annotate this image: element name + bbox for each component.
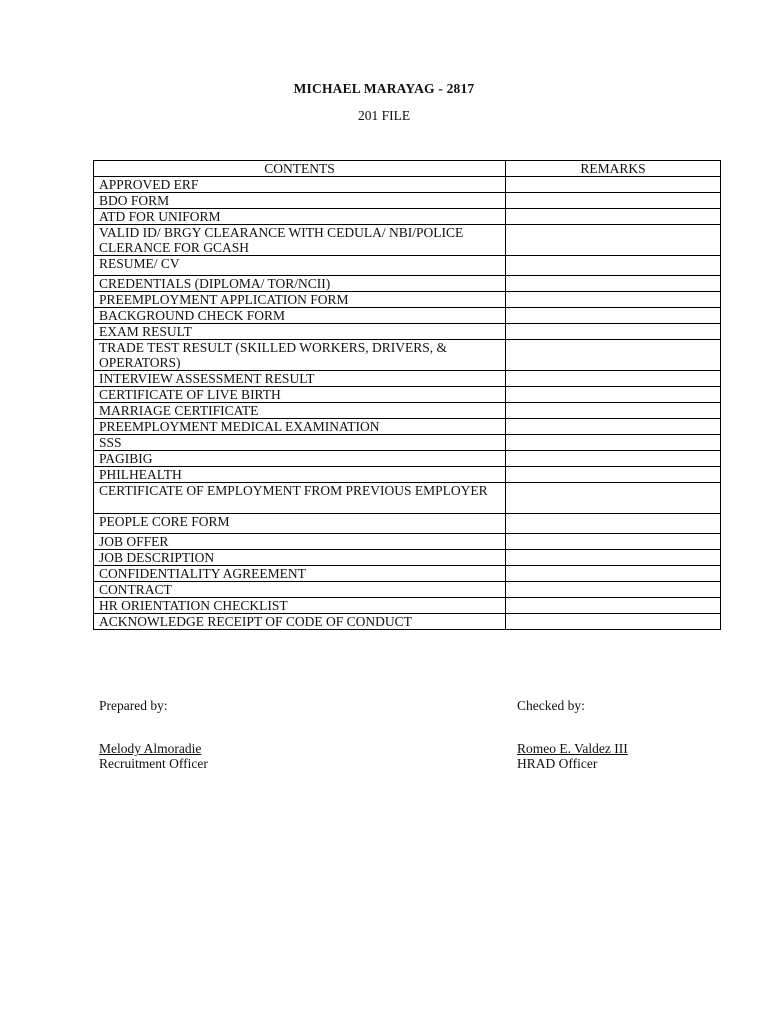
content-cell: RESUME/ CV — [94, 256, 506, 276]
content-cell: ATD FOR UNIFORM — [94, 209, 506, 225]
remarks-cell[interactable] — [506, 550, 721, 566]
table-row — [94, 371, 721, 387]
content-cell: EXAM RESULT — [94, 324, 506, 340]
content-cell: HR ORIENTATION CHECKLIST — [94, 598, 506, 614]
remarks-cell[interactable] — [506, 419, 721, 435]
content-cell: INTERVIEW ASSESSMENT RESULT — [94, 371, 506, 387]
table-row — [94, 403, 721, 419]
remarks-cell[interactable] — [506, 340, 721, 371]
table-row — [94, 292, 721, 308]
content-cell: CERTIFICATE OF LIVE BIRTH — [94, 387, 506, 403]
document-title: MICHAEL MARAYAG - 2817 — [293, 81, 475, 96]
table-row — [94, 483, 721, 514]
table-row — [94, 387, 721, 403]
contents-table — [93, 160, 721, 630]
content-cell: PREEMPLOYMENT MEDICAL EXAMINATION — [94, 419, 506, 435]
remarks-cell[interactable] — [506, 514, 721, 534]
content-cell: CREDENTIALS (DIPLOMA/ TOR/NCII) — [94, 276, 506, 292]
content-cell: JOB OFFER — [94, 534, 506, 550]
column-header-contents: CONTENTS — [94, 161, 506, 177]
content-cell: BDO FORM — [94, 193, 506, 209]
table-row — [94, 276, 721, 292]
preparer-role: Recruitment Officer — [99, 756, 208, 771]
remarks-cell[interactable] — [506, 403, 721, 419]
table-row — [94, 419, 721, 435]
remarks-cell[interactable] — [506, 483, 721, 514]
table-row — [94, 514, 721, 534]
remarks-cell[interactable] — [506, 225, 721, 256]
column-header-remarks: REMARKS — [506, 161, 721, 177]
table-row — [94, 225, 721, 256]
table-row — [94, 614, 721, 630]
remarks-cell[interactable] — [506, 598, 721, 614]
content-cell: PEOPLE CORE FORM — [94, 514, 506, 534]
checked-by-block — [517, 698, 628, 771]
prepared-by-block — [99, 698, 208, 771]
remarks-cell[interactable] — [506, 582, 721, 598]
content-cell: VALID ID/ BRGY CLEARANCE WITH CEDULA/ NBI/POLICE CLERANCE FOR GCASH — [94, 225, 506, 256]
content-cell: MARRIAGE CERTIFICATE — [94, 403, 506, 419]
table-row — [94, 209, 721, 225]
table-row — [94, 308, 721, 324]
table-row — [94, 534, 721, 550]
table-row — [94, 256, 721, 276]
table-row — [94, 582, 721, 598]
checker-name: Romeo E. Valdez III — [517, 741, 628, 756]
checker-role: HRAD Officer — [517, 756, 598, 771]
content-cell: TRADE TEST RESULT (SKILLED WORKERS, DRIVERS, & OPERATORS) — [94, 340, 506, 371]
content-cell: PHILHEALTH — [94, 467, 506, 483]
table-header-row — [94, 161, 721, 177]
content-cell: PREEMPLOYMENT APPLICATION FORM — [94, 292, 506, 308]
remarks-cell[interactable] — [506, 451, 721, 467]
prepared-by-label: Prepared by: — [99, 698, 168, 713]
remarks-cell[interactable] — [506, 566, 721, 582]
content-cell: BACKGROUND CHECK FORM — [94, 308, 506, 324]
content-cell: JOB DESCRIPTION — [94, 550, 506, 566]
document-subtitle: 201 FILE — [357, 108, 411, 123]
remarks-cell[interactable] — [506, 193, 721, 209]
remarks-cell[interactable] — [506, 209, 721, 225]
remarks-cell[interactable] — [506, 292, 721, 308]
remarks-cell[interactable] — [506, 276, 721, 292]
table-row — [94, 550, 721, 566]
content-cell: PAGIBIG — [94, 451, 506, 467]
table-row — [94, 451, 721, 467]
table-row — [94, 193, 721, 209]
remarks-cell[interactable] — [506, 308, 721, 324]
content-cell: SSS — [94, 435, 506, 451]
remarks-cell[interactable] — [506, 177, 721, 193]
remarks-cell[interactable] — [506, 371, 721, 387]
remarks-cell[interactable] — [506, 324, 721, 340]
content-cell: CONTRACT — [94, 582, 506, 598]
remarks-cell[interactable] — [506, 387, 721, 403]
table-row — [94, 598, 721, 614]
table-row — [94, 177, 721, 193]
content-cell: CERTIFICATE OF EMPLOYMENT FROM PREVIOUS EMPLOYER — [94, 483, 506, 514]
table-row — [94, 340, 721, 371]
content-cell: CONFIDENTIALITY AGREEMENT — [94, 566, 506, 582]
table-row — [94, 467, 721, 483]
remarks-cell[interactable] — [506, 256, 721, 276]
content-cell: APPROVED ERF — [94, 177, 506, 193]
remarks-cell[interactable] — [506, 614, 721, 630]
remarks-cell[interactable] — [506, 435, 721, 451]
table-row — [94, 566, 721, 582]
table-row — [94, 435, 721, 451]
table-row — [94, 324, 721, 340]
preparer-name: Melody Almoradie — [99, 741, 202, 756]
content-cell: ACKNOWLEDGE RECEIPT OF CODE OF CONDUCT — [94, 614, 506, 630]
remarks-cell[interactable] — [506, 467, 721, 483]
checked-by-label: Checked by: — [517, 698, 585, 713]
remarks-cell[interactable] — [506, 534, 721, 550]
